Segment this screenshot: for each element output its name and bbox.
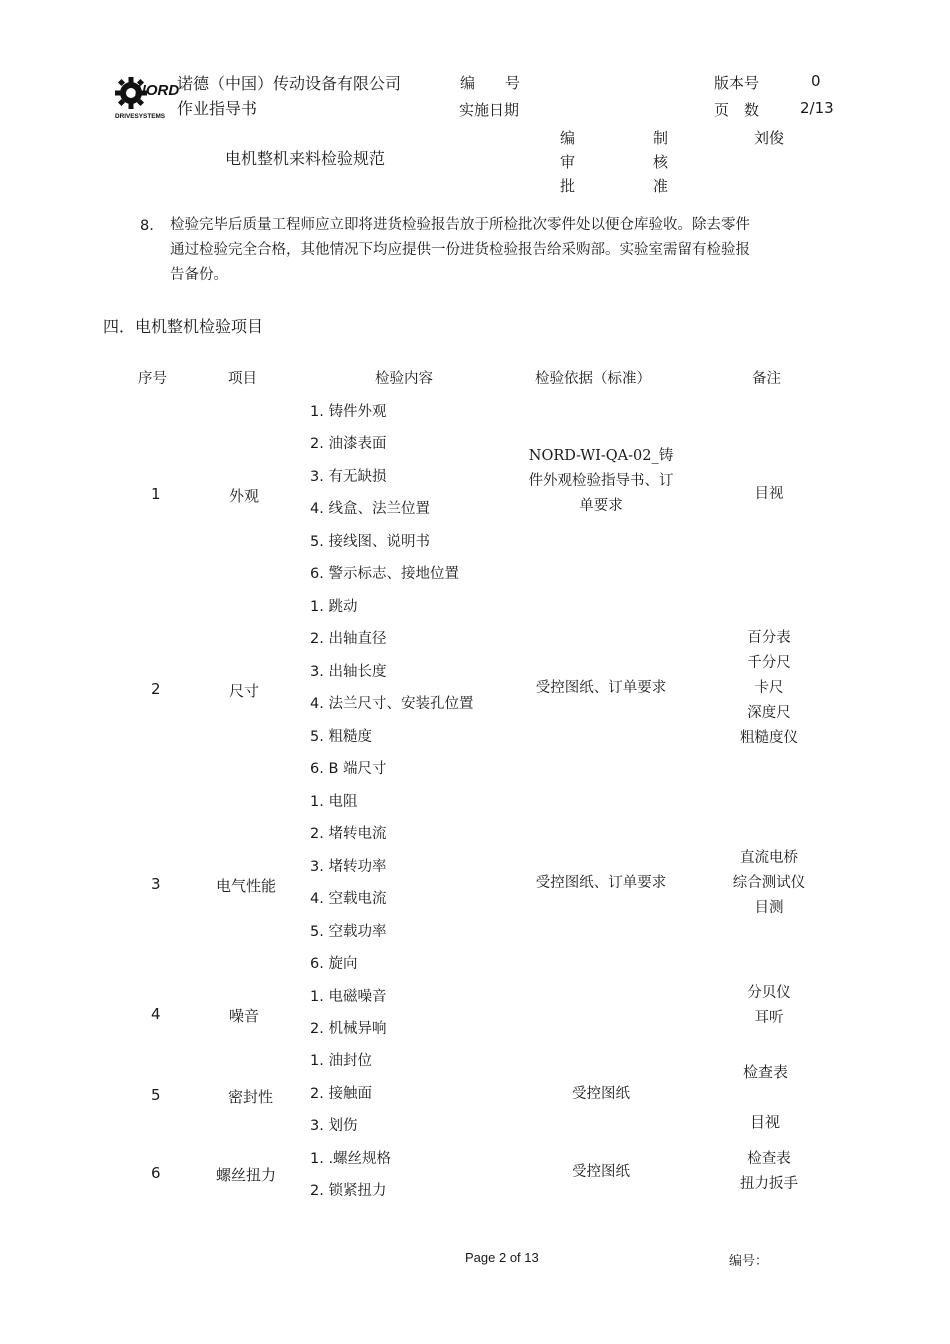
col-header-no: 序号 [138, 371, 167, 387]
approve-label-a: 批 [560, 177, 576, 195]
table-row-basis: 受控图纸 [572, 1164, 630, 1180]
table-row-no: 5 [151, 1086, 161, 1104]
table-row-item: 外观 [229, 487, 260, 505]
col-header-content: 检验内容 [375, 371, 433, 387]
table-row-no: 2 [151, 680, 161, 698]
table-row-basis: 受控图纸、订单要求 [535, 875, 667, 891]
table-row-item: 尺寸 [229, 682, 260, 700]
code-label: 编 号 [460, 74, 521, 92]
list-item: 5. 空载功率 [310, 924, 387, 940]
list-item: 3. 有无缺损 [310, 469, 387, 485]
table-row-item: 噪音 [229, 1007, 260, 1025]
table-row-remarks: 目视 [754, 486, 784, 502]
list-item: 1. 电阻 [310, 794, 358, 810]
table-row-remarks: 百分表 千分尺 卡尺 深度尺 粗糙度仪 [740, 630, 798, 746]
review-label-a: 审 [560, 153, 576, 171]
list-item: 6. 警示标志、接地位置 [310, 566, 459, 582]
list-item: 4. 线盒、法兰位置 [310, 501, 430, 517]
list-item: 1. 油封位 [310, 1053, 372, 1069]
doc-type: 作业指导书 [177, 99, 258, 118]
item-8-line: 告备份。 [170, 267, 228, 283]
table-row-no: 4 [151, 1005, 161, 1023]
list-item: 2. 锁紧扭力 [310, 1183, 387, 1199]
list-item: 3. 划伤 [310, 1118, 358, 1134]
list-item: 2. 出轴直径 [310, 631, 387, 647]
list-item: 2. 堵转电流 [310, 826, 387, 842]
list-item: 2. 油漆表面 [310, 436, 387, 452]
col-header-basis: 检验依据（标准） [535, 371, 651, 387]
list-item: 5. 粗糙度 [310, 729, 372, 745]
list-item: 2. 接触面 [310, 1086, 372, 1102]
list-item: 3. 堵转功率 [310, 859, 387, 875]
list-item: 4. 空载电流 [310, 891, 387, 907]
compiled-label-b: 制 [653, 129, 669, 147]
table-row-item: 螺丝扭力 [216, 1166, 277, 1184]
table-row-basis: 受控图纸 [572, 1086, 630, 1102]
svg-text:NORD: NORD [135, 82, 180, 99]
version-value: 0 [811, 72, 821, 90]
list-item: 3. 出轴长度 [310, 664, 387, 680]
table-row-remarks: 直流电桥 综合测试仪 目测 [732, 850, 806, 916]
table-row-remarks: 分贝仪 耳听 [747, 985, 791, 1026]
list-item: 1. 跳动 [310, 599, 358, 615]
table-row-remarks: 检查表 扭力扳手 [740, 1151, 798, 1192]
list-item: 5. 接线图、说明书 [310, 534, 430, 550]
list-item: 2. 机械异响 [310, 1021, 387, 1037]
approve-label-b: 准 [653, 177, 669, 195]
item-8-text [170, 213, 835, 288]
list-item: 6. B 端尺寸 [310, 761, 387, 777]
page-count-value: 2/13 [800, 99, 834, 117]
col-header-remarks: 备注 [752, 371, 781, 387]
table-row-item: 密封性 [228, 1088, 274, 1106]
compiled-name: 刘俊 [754, 129, 785, 147]
list-item: 6. 旋向 [310, 956, 358, 972]
table-row-basis: NORD-WI-QA-02_铸 件外观检验指导书、订 单要求 [528, 448, 674, 514]
table-row-no: 1 [151, 485, 161, 503]
version-label: 版本号 [714, 74, 760, 92]
table-row-no: 3 [151, 875, 161, 893]
table-row-no: 6 [151, 1164, 161, 1182]
list-item: 1. 铸件外观 [310, 404, 387, 420]
col-header-item: 项目 [228, 371, 257, 387]
svg-text:DRIVESYSTEMS: DRIVESYSTEMS [115, 113, 166, 120]
item-8-number: 8. [140, 218, 154, 234]
table-row-basis: 受控图纸、订单要求 [535, 680, 667, 696]
item-8-line: 检验完毕后质量工程师应立即将进货检验报告放于所检批次零件处以便仓库验收。除去零件 [170, 217, 750, 233]
list-item: 1. 电磁噪音 [310, 989, 387, 1005]
compiled-label-a: 编 [560, 129, 576, 147]
item-8-line: 通过检验完全合格，其他情况下均应提供一份进货检验报告给采购部。实验室需留有检验报 [170, 242, 750, 258]
company-name: 诺德（中国）传动设备有限公司 [177, 74, 402, 93]
doc-title: 电机整机来料检验规范 [225, 149, 386, 168]
impl-date-label: 实施日期 [459, 101, 520, 119]
review-label-b: 核 [653, 153, 669, 171]
list-item: 1. .螺丝规格 [310, 1151, 392, 1167]
footer-code-label: 编号： [729, 1254, 769, 1269]
page-count-label: 页 数 [714, 101, 760, 119]
section-title: 四．电机整机检验项目 [103, 317, 264, 336]
table-row-remarks: 目视 [750, 1113, 781, 1131]
table-row-remarks: 检查表 [743, 1063, 789, 1081]
table-row-item: 电气性能 [216, 877, 277, 895]
list-item: 4. 法兰尺寸、安装孔位置 [310, 696, 474, 712]
nord-logo [113, 73, 180, 121]
page-footer-number: Page 2 of 13 [465, 1250, 539, 1265]
